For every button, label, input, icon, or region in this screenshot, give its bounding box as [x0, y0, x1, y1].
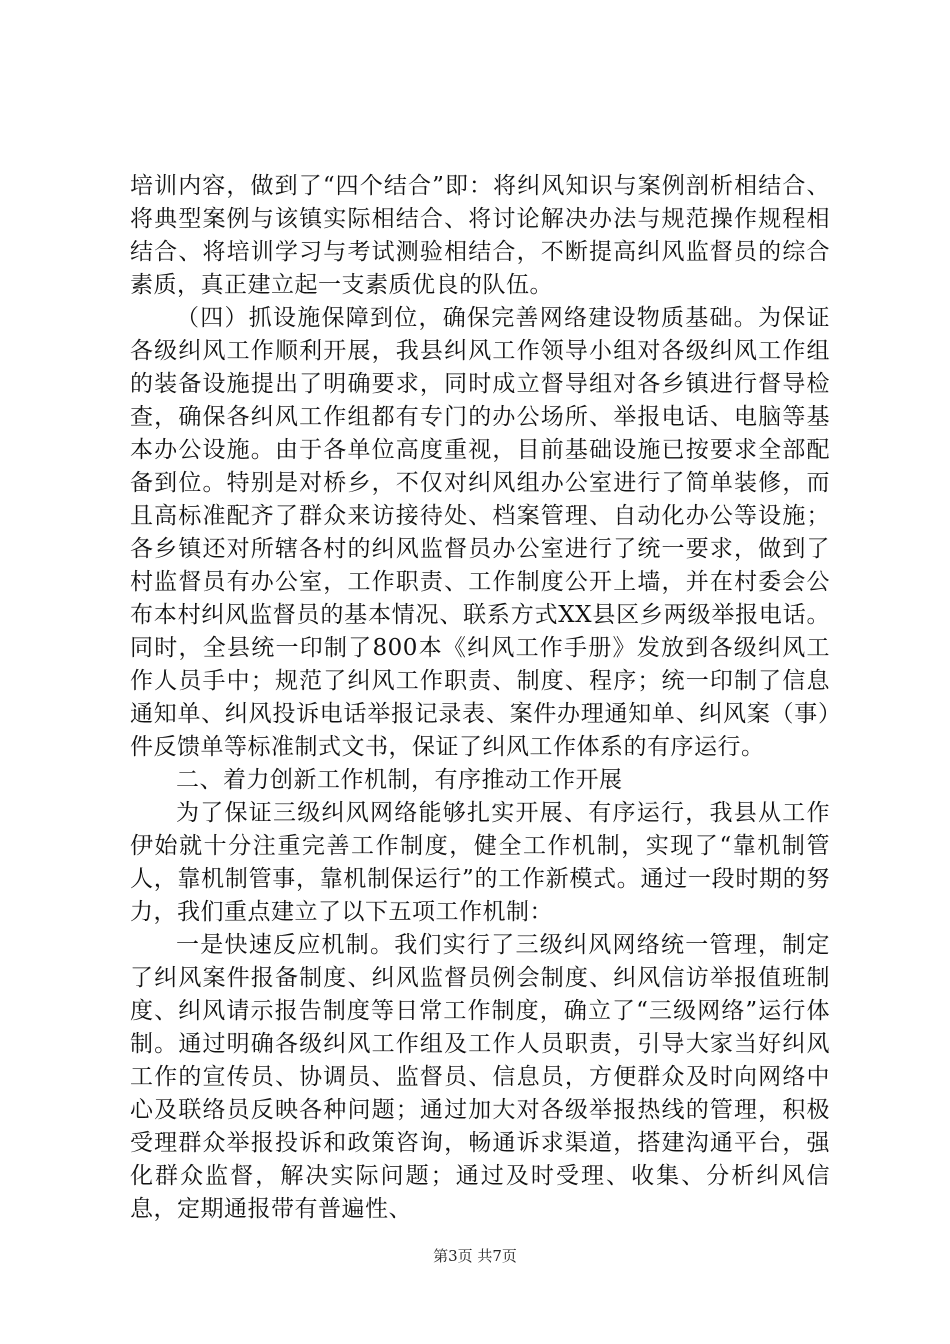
paragraph-rapid-response: 一是快速反应机制。我们实行了三级纠风网络统一管理，制定了纠风案件报备制度、纠风监督员例会制度、纠风信访举报值班制度、纠风请示报告制度等日常工作制度，确立了“三级网络”运行体制。通过明确各级纠风工作组及工作人员职责，引导大家当好纠风工作的宣传员、协调员、监督员、信息员，方便群众及时向网络中心及联络员反映各种问题；通过加大对各级举报热线的管理，积极受理群众举报投诉和政策咨询，畅通诉求渠道，搭建沟通平台，强化群众监督，解决实际问题；通过及时受理、收集、分析纠风信息，定期通报带有普遍性、: [130, 932, 830, 1222]
document-body: [130, 170, 830, 1226]
paragraph-mechanism-intro: 为了保证三级纠风网络能够扎实开展、有序运行，我县从工作伊始就十分注重完善工作制度，健全工作机制，实现了“靠机制管人，靠机制管事，靠机制保运行”的工作新模式。通过一段时期的努力，我们重点建立了以下五项工作机制：: [130, 800, 830, 925]
paragraph-training-content: 培训内容，做到了“四个结合”即：将纠风知识与案例剖析相结合、将典型案例与该镇实际相结合、将讨论解决办法与规范操作规程相结合、将培训学习与考试测验相结合，不断提高纠风监督员的综合素质，真正建立起一支素质优良的队伍。: [130, 173, 830, 298]
page-footer: 第3页 共7页: [433, 1247, 517, 1265]
paragraph-facility-support: （四）抓设施保障到位，确保完善网络建设物质基础。为保证各级纠风工作顺利开展，我县纠风工作领导小组对各级纠风工作组的装备设施提出了明确要求，同时成立督导组对各乡镇进行督导检查，确保各纠风工作组都有专门的办公场所、举报电话、电脑等基本办公设施。由于各单位高度重视，目前基础设施已按要求全部配备到位。特别是对桥乡，不仅对纠风组办公室进行了简单装修，而且高标准配齐了群众来访接待处、档案管理、自动化办公等设施；各乡镇还对所辖各村的纠风监督员办公室进行了统一要求，做到了村监督员有办公室，工作职责、工作制度公开上墙，并在村委会公布本村纠风监督员的基本情况、联系方式XX县区乡两级举报电话。同时，全县统一印制了800本《纠风工作手册》发放到各级纠风工作人员手中；规范了纠风工作职责、制度、程序；统一印制了信息通知单、纠风投诉电话举报记录表、案件办理通知单、纠风案（事）件反馈单等标准制式文书，保证了纠风工作体系的有序运行。: [130, 305, 830, 760]
section-heading-work-mechanism: 二、着力创新工作机制，有序推动工作开展: [176, 767, 623, 793]
